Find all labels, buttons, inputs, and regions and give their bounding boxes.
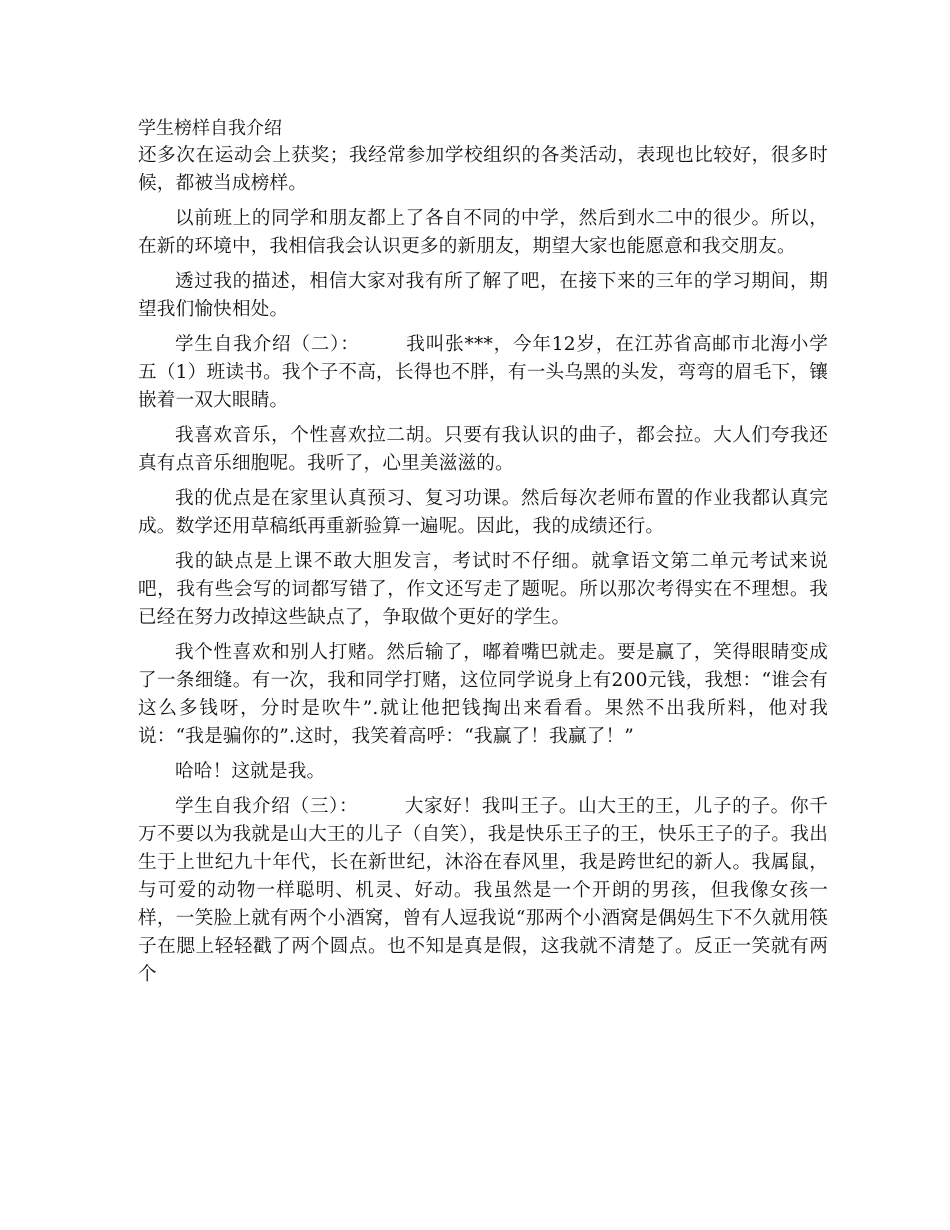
paragraph-9-text: 哈哈！这就是我。 (175, 761, 326, 782)
paragraph-9 (138, 758, 828, 786)
paragraph-5 (138, 422, 828, 478)
paragraph-2-text: 以前班上的同学和朋友都上了各自不同的中学，然后到水二中的很少。所以，在新的环境中，我相信我会认识更多的新朋友，期望大家也能愿意和我交朋友。 (138, 208, 828, 257)
paragraph-8-text: 我个性喜欢和别人打赌。然后输了，嘟着嘴巴就走。要是赢了，笑得眼睛变成了一条细缝。有一次，我和同学打赌，这位同学说身上有200元钱，我想：“谁会有这么多钱呀，分时是吹牛”.就让他把钱掏出来看看。果然不出我所料，他对我说：“我是骗你的”.这时，我笑着高呼：“我赢了！我赢了！” (138, 642, 828, 747)
paragraph-10 (138, 793, 828, 989)
paragraph-4 (138, 331, 828, 415)
paragraph-6 (138, 485, 828, 541)
paragraph-8 (138, 639, 828, 751)
document-body (138, 116, 828, 996)
paragraph-1-text: 还多次在运动会上获奖；我经常参加学校组织的各类活动，表现也比较好，很多时候，都被当成榜样。 (138, 145, 828, 194)
paragraph-7-text: 我的缺点是上课不敢大胆发言，考试时不仔细。就拿语文第二单元考试来说吧，我有些会写的词都写错了，作文还写走了题呢。所以那次考得实在不理想。我已经在努力改掉这些缺点了，争取做个更好的学生。 (138, 551, 828, 628)
paragraph-2 (138, 205, 828, 261)
paragraph-5-text: 我喜欢音乐，个性喜欢拉二胡。只要有我认识的曲子，都会拉。大人们夸我还真有点音乐细胞呢。我听了，心里美滋滋的。 (138, 425, 828, 474)
paragraph-4-text: 我叫张***，今年12岁，在江苏省高邮市北海小学五（1）班读书。我个子不高，长得也不胖，有一头乌黑的头发，弯弯的眉毛下，镶嵌着一双大眼睛。 (138, 334, 829, 411)
paragraph-1 (138, 142, 828, 198)
section-heading-2: 学生自我介绍（二）： (175, 334, 360, 355)
paragraph-3-text: 透过我的描述，相信大家对我有所了解了吧，在接下来的三年的学习期间，期望我们愉快相处。 (138, 271, 828, 320)
paragraph-7 (138, 548, 828, 632)
document-title: 学生榜样自我介绍 (138, 118, 282, 139)
paragraph-3 (138, 268, 828, 324)
paragraph-6-text: 我的优点是在家里认真预习、复习功课。然后每次老师布置的作业我都认真完成。数学还用草稿纸再重新验算一遍呢。因此，我的成绩还行。 (138, 488, 828, 537)
paragraph-10-text: 大家好！我叫王子。山大王的王，儿子的子。你千万不要以为我就是山大王的儿子（自笑），我是快乐王子的王，快乐王子的子。我出生于上世纪九十年代，长在新世纪，沐浴在春风里，我是跨世纪的新人。我属鼠，与可爱的动物一样聪明、机灵、好动。我虽然是一个开朗的男孩，但我像女孩一样，一笑脸上就有两个小酒窝，曾有人逗我说“那两个小酒窝是偶妈生下不久就用筷子在腮上轻轻戳了两个圆点。也不知是真是假，这我就不清楚了。反正一笑就有两个 (138, 796, 828, 985)
section-heading-3: 学生自我介绍（三）： (175, 796, 359, 817)
